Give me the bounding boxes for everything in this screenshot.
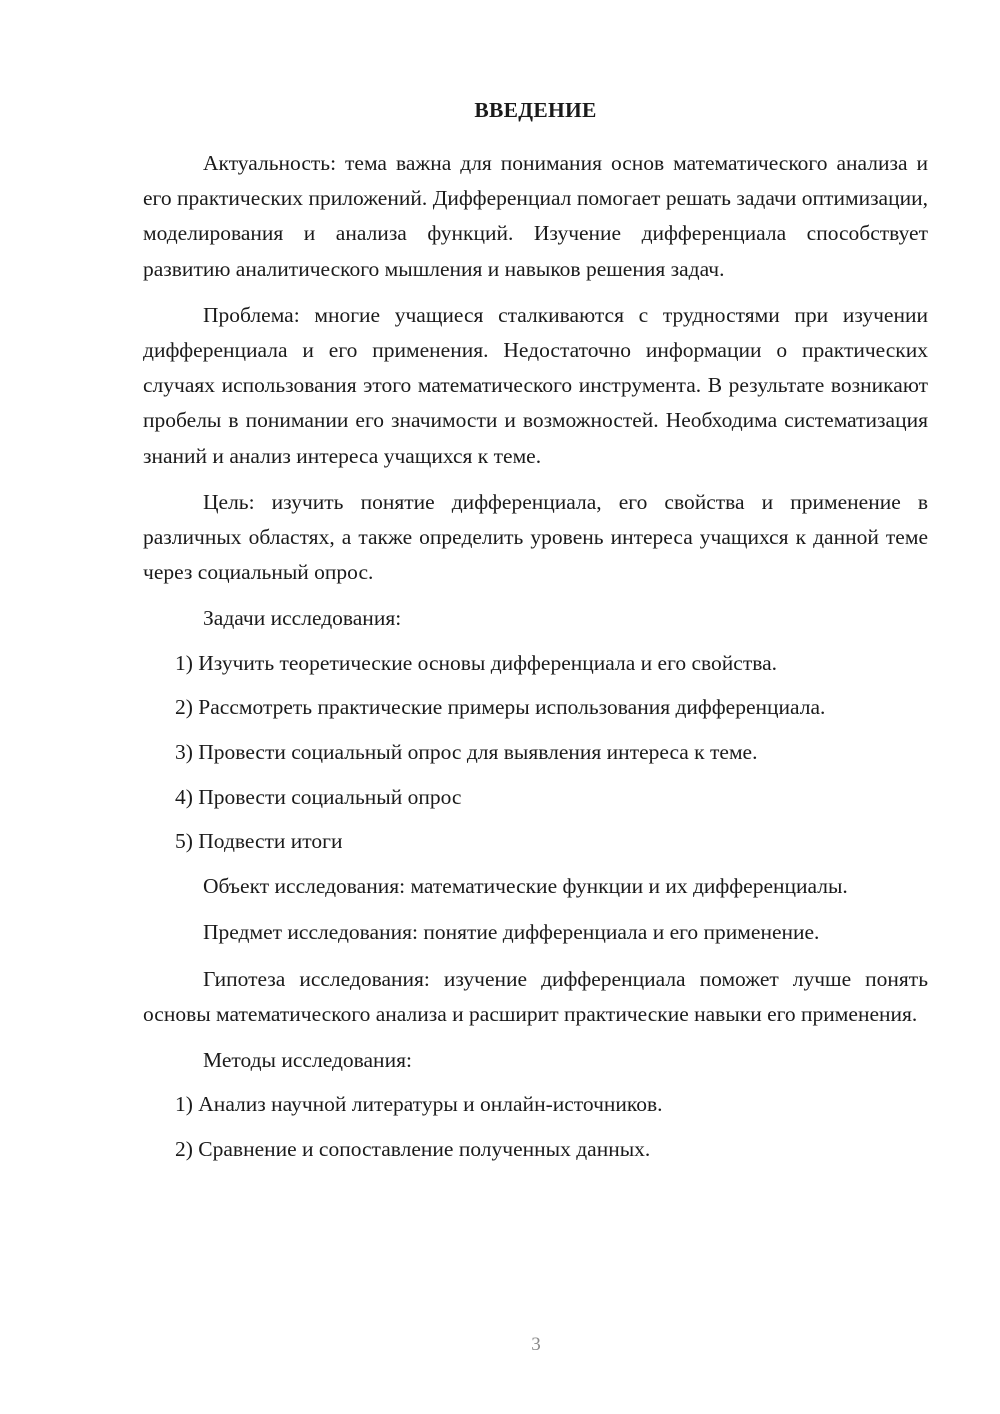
problem-paragraph: Проблема: многие учащиеся сталкиваются с трудностями при изучении дифференциала и его применения. Недостаточно информации о практических случаях использования этого математического инструмента. В результате возникают пробелы в понимании его значимости и возможностей. Необходима систематизация знаний и анализ интереса учащихся к теме. — [143, 302, 928, 468]
document-page — [143, 94, 928, 1177]
goal-paragraph: Цель: изучить понятие дифференциала, его свойства и применение в различных областях, а также определить уровень интереса учащихся к данной теме через социальный опрос. — [143, 489, 928, 585]
methods-list — [143, 1087, 928, 1167]
object-paragraph: Объект исследования: математические функции и их дифференциалы. — [203, 874, 848, 899]
hypothesis-paragraph: Гипотеза исследования: изучение дифференциала поможет лучше понять основы математического анализа и расширит практические навыки его применения. — [143, 966, 928, 1026]
task-item: 3) Провести социальный опрос для выявления интереса к теме. — [175, 740, 758, 765]
relevance-paragraph: Актуальность: тема важна для понимания основ математического анализа и его практических приложений. Дифференциал помогает решать задачи оптимизации, моделирования и анализа функций. Изучение дифференциала способствует развитию аналитического мышления и навыков решения задач. — [143, 151, 928, 281]
task-item: 2) Рассмотреть практические примеры использования дифференциала. — [175, 695, 826, 720]
task-item: 1) Изучить теоретические основы дифференциала и его свойства. — [175, 650, 778, 675]
method-item: 2) Сравнение и сопоставление полученных данных. — [175, 1136, 651, 1161]
task-item: 4) Провести социальный опрос — [175, 784, 462, 809]
page-number: 3 — [531, 1334, 541, 1355]
subject-paragraph: Предмет исследования: понятие дифференциала и его применение. — [203, 920, 820, 945]
task-item: 5) Подвести итоги — [175, 829, 343, 854]
method-item: 1) Анализ научной литературы и онлайн-источников. — [175, 1092, 663, 1117]
tasks-heading: Задачи исследования: — [203, 606, 402, 631]
methods-heading: Методы исследования: — [203, 1047, 412, 1072]
tasks-list — [143, 646, 928, 860]
page-title: ВВЕДЕНИЕ — [474, 98, 597, 122]
